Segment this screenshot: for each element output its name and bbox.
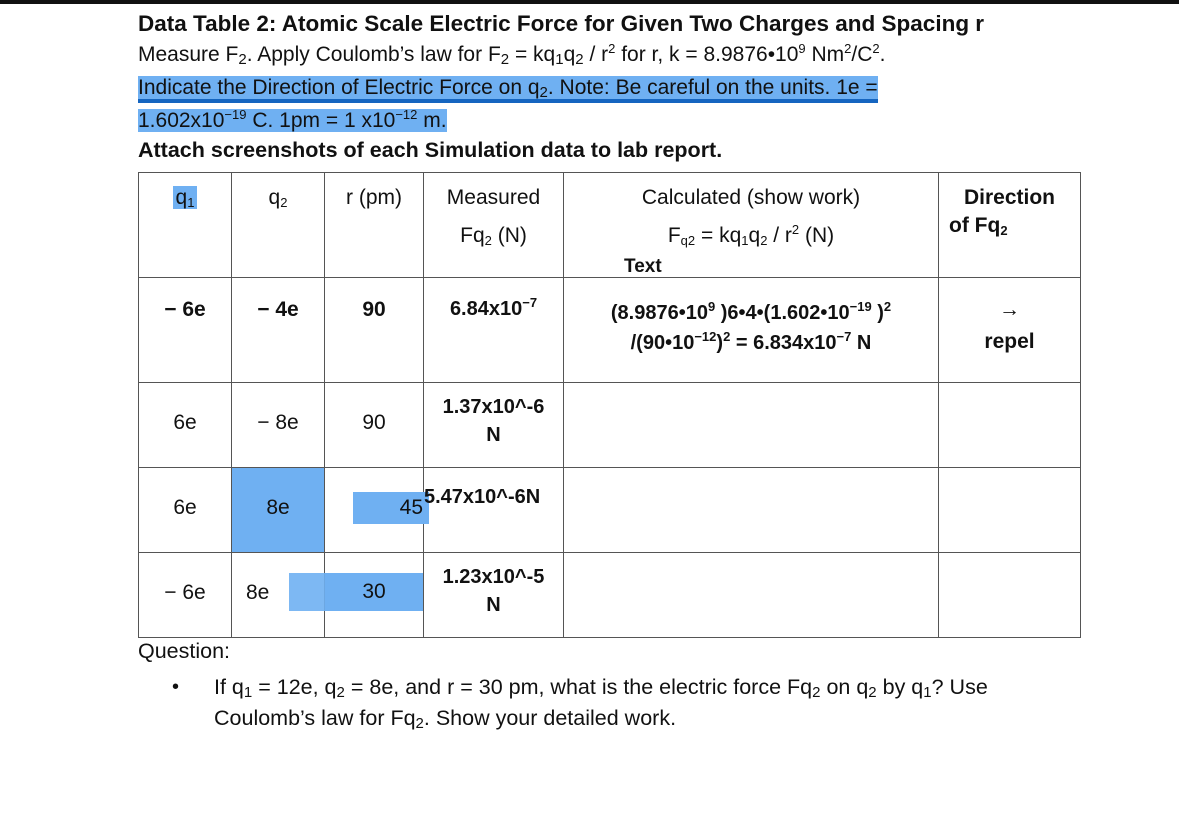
bullet-icon: • [172, 676, 180, 698]
cell-calculated [564, 468, 939, 553]
cell-calculated [564, 383, 939, 468]
table-row [139, 278, 1081, 383]
cell-r: 90 [325, 278, 424, 383]
table-row [139, 553, 1081, 638]
highlight-block [289, 573, 325, 611]
question-text: If $q_1 = 12e$, $q_2 = 8e$, and r = 30 pm, what is the electric force $Fq_2$ on $q_2$ by $q_1$? Use Coulomb’s law for $Fq_2$. Show your detailed work. [214, 675, 988, 732]
top-border [0, 0, 1179, 4]
cell-measured: $6.84x10^{-7}$ [424, 278, 564, 383]
cell-q1: 6e [139, 468, 232, 553]
table-row [139, 468, 1081, 553]
table-row [139, 383, 1081, 468]
data-table [138, 172, 1081, 638]
highlighted-text: $1.602x10^{-19}$ C. 1pm = 1 $x10^{-12}$ m. [138, 107, 447, 132]
header-q2: q2 [232, 173, 325, 278]
cell-q1: 6e [139, 383, 232, 468]
cell-calculated [564, 553, 939, 638]
header-q1: q1 [139, 173, 232, 278]
cell-direction [939, 553, 1081, 638]
instruction-line-2 [138, 71, 1138, 104]
cell-r: 90 [325, 383, 424, 468]
page-title: Data Table 2: Atomic Scale Electric Force for Given Two Charges and Spacing r [138, 11, 985, 36]
cell-calculated: ($8.9876•10^9$ )$6•4•(1.602•10^{-19}$ )$^2$ $/(90•10^{-12})^2 = 6.834x10^{-7}$ N [564, 278, 939, 383]
cell-q2: 8e [232, 468, 325, 553]
cell-q1: − 6e [139, 553, 232, 638]
cell-q1: − 6e [139, 278, 232, 383]
cell-q2: − 8e [232, 383, 325, 468]
cell-direction [939, 468, 1081, 553]
cell-measured: 1.23x10^-5 N [424, 553, 564, 638]
arrow-right-icon: → [999, 298, 1020, 321]
cell-r: 45 [325, 468, 424, 553]
header-measured: Measured Fq2 (N) [424, 173, 564, 278]
instruction-line-3 [138, 104, 1138, 137]
question-label: Question: [138, 639, 231, 663]
document-header [138, 10, 1138, 165]
attach-instruction: Attach screenshots of each Simulation data to lab report. [138, 138, 723, 162]
instruction-line-1: Measure $F_2$. Apply Coulomb’s law for $F_2 = kq_1q_2 / r^2$ for r, $k = 8.9876•10^9$ $Nm^2/C^2$. [138, 41, 886, 68]
cell-direction [939, 383, 1081, 468]
header-calculated: Calculated (show work) $Fq2 = kq1q2 / r^2$ (N) Text [564, 173, 939, 278]
cell-r: 30 [325, 553, 424, 638]
cell-measured: 1.37x10^-6 N [424, 383, 564, 468]
header-direction: Direction of Fq2 [939, 173, 1081, 278]
table-header-row [139, 173, 1081, 278]
cell-measured: 5.47x10^-6N [424, 468, 564, 553]
cell-direction: → repel [939, 278, 1081, 383]
cell-q2: − 4e [232, 278, 325, 383]
cell-q2: 8e [232, 553, 325, 638]
text-placeholder-label: Text [624, 256, 662, 277]
header-r: r (pm) [325, 173, 424, 278]
highlighted-text: Indicate the Direction of Electric Force on $q_2$. Note: Be careful on the units. 1e = [138, 76, 878, 101]
